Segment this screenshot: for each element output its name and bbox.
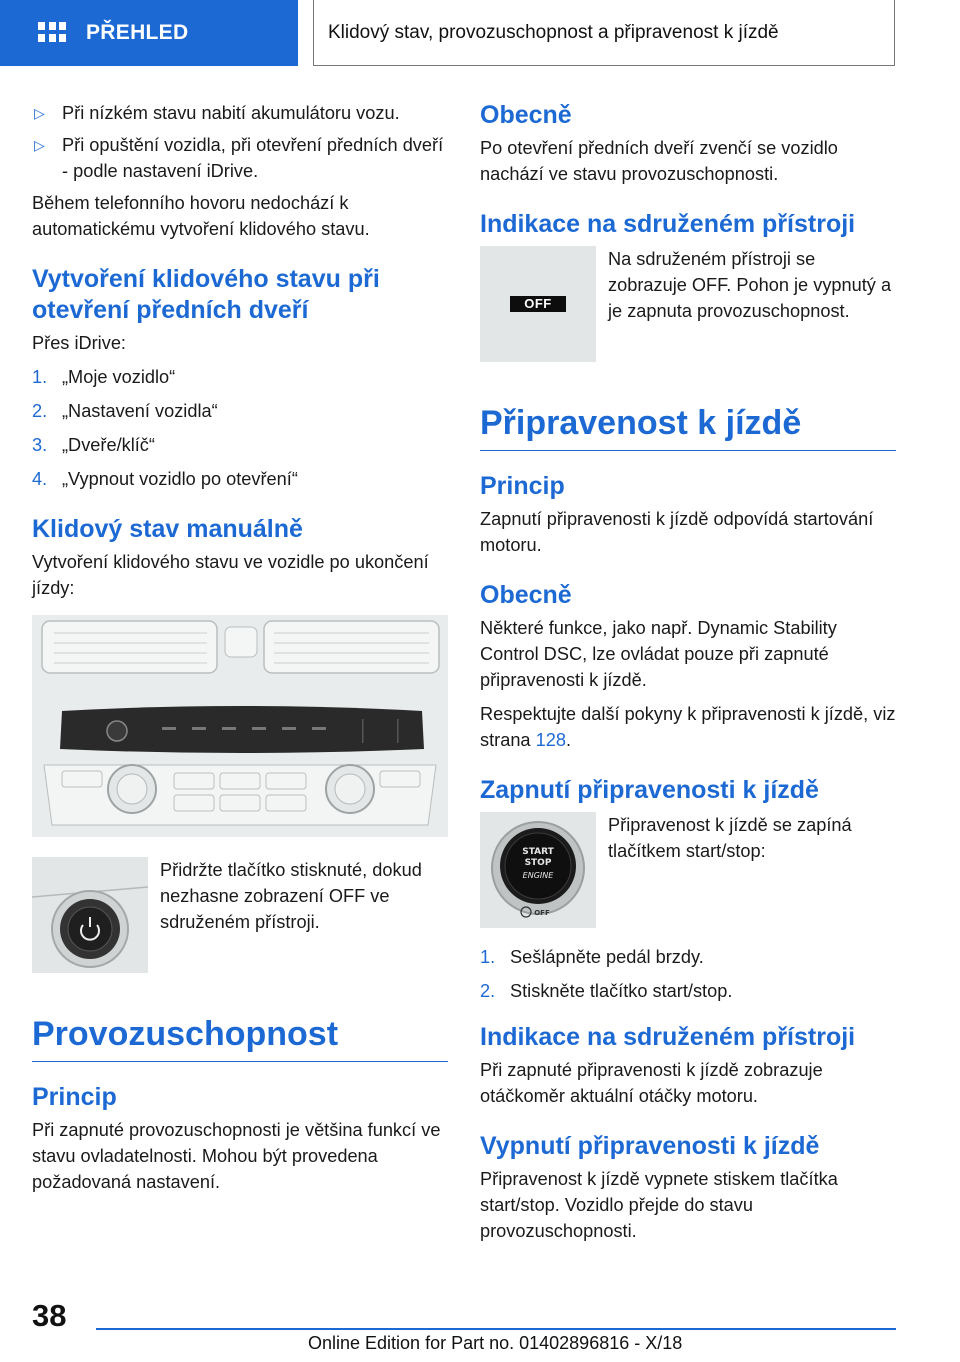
bullet-list <box>32 100 448 184</box>
page-header <box>0 0 960 66</box>
chapter-title: Klidový stav, provozuschopnost a připravenost k jízdě <box>313 0 895 66</box>
paragraph: Při zapnuté provozuschopnosti je většina funkcí ve stavu ovladatelnosti. Mohou být provedena požadovaná nastavení. <box>32 1120 441 1192</box>
heading-princip: Princip <box>32 1083 117 1111</box>
heading-obecne: Obecně <box>480 581 572 609</box>
grid-menu-icon <box>38 22 66 44</box>
heading-vypnuti: Vypnutí připravenosti k jízdě <box>480 1132 820 1160</box>
list-item: 2. Stiskněte tlačítko start/stop. <box>480 981 733 1001</box>
list-item: 1. Sešlápněte pedál brzdy. <box>480 947 704 967</box>
heading-princip: Princip <box>480 472 565 500</box>
knob-instruction: Přidržte tlačítko stisknuté, dokud nezhasne zobrazení OFF ve sdruženém přístroji. <box>160 860 422 932</box>
paragraph: Zapnutí připravenosti k jízdě odpovídá startování motoru. <box>480 509 874 555</box>
start-label: START <box>522 847 554 857</box>
left-column <box>32 100 448 1203</box>
paragraph: Respektujte další pokyny k připravenosti k jízdě, viz strana 128. <box>480 704 896 750</box>
list-item: 4. „Vypnout vozidlo po otevření“ <box>32 469 298 489</box>
paragraph: Po otevření předních dveří zvenčí se vozidlo nachází ve stavu provozuschopnosti. <box>480 138 838 184</box>
dashboard-drawing <box>32 615 448 837</box>
heading-indikace: Indikace na sdruženém přístroji <box>480 1023 856 1051</box>
dashboard-illustration <box>32 615 448 837</box>
off-small-label: OFF <box>534 909 550 917</box>
stop-label: STOP <box>524 858 552 868</box>
heading-pripravenost: Připravenost k jízdě <box>480 402 896 451</box>
indikace-text: Na sdruženém přístroji se zobrazuje OFF. Pohon je vypnutý a je zapnuta provozuschopnost. <box>608 249 892 321</box>
paragraph: Během telefonního hovoru nedochází k automatickému vytvoření klidového stavu. <box>32 193 370 239</box>
knob-figure-row <box>32 857 448 973</box>
list-item: 2. „Nastavení vozidla“ <box>32 401 218 421</box>
list-item: 3. „Dveře/klíč“ <box>32 435 155 455</box>
knob-drawing <box>32 857 148 973</box>
overview-label: PŘEHLED <box>86 21 189 44</box>
paragraph: Při zapnuté připravenosti k jízdě zobrazuje otáčkoměr aktuální otáčky motoru. <box>480 1060 823 1106</box>
paragraph: Některé funkce, jako např. Dynamic Stability Control DSC, lze ovládat pouze při zapnuté připravenosti k jízdě. <box>480 618 837 690</box>
page-number: 38 <box>32 1298 67 1333</box>
paragraph: Vytvoření klidového stavu ve vozidle po ukončení jízdy: <box>32 552 429 598</box>
start-stop-button-illustration <box>480 812 596 928</box>
heading-obecne: Obecně <box>480 101 572 129</box>
page-link[interactable]: 128 <box>535 730 566 750</box>
engine-label: ENGINE <box>522 871 554 880</box>
triangle-bullet-icon: ▷ <box>34 137 45 153</box>
footer-divider <box>96 1328 896 1330</box>
triangle-bullet-icon: ▷ <box>34 105 45 121</box>
list-item: ▷ Při opuštění vozidla, při otevření předních dveří - podle nastavení iDrive. <box>32 132 448 184</box>
list-item: ▷ Při nízkém stavu nabití akumulátoru vozu. <box>32 100 448 126</box>
cluster-off-illustration <box>480 246 596 362</box>
off-indicator: OFF <box>510 296 566 312</box>
paragraph: Připravenost k jízdě vypnete stiskem tlačítka start/stop. Vozidlo přejde do stavu provozuschopnosti. <box>480 1169 838 1241</box>
edition-text: Online Edition for Part no. 01402896816 - X/18 <box>308 1333 683 1353</box>
heading-provozuschopnost: Provozuschopnost <box>32 1013 448 1062</box>
overview-button[interactable] <box>0 0 298 66</box>
right-column <box>480 100 896 1252</box>
heading-create-rest-state: Vytvoření klidového stavu při otevření předních dveří <box>32 265 380 324</box>
volume-knob-illustration <box>32 857 148 973</box>
zapnuti-text: Připravenost k jízdě se zapíná tlačítkem start/stop: <box>608 815 852 861</box>
heading-manual-rest-state: Klidový stav manuálně <box>32 515 303 543</box>
paragraph: Přes iDrive: <box>32 333 126 353</box>
heading-indikace: Indikace na sdruženém přístroji <box>480 210 856 238</box>
list-item: 1. „Moje vozidlo“ <box>32 367 176 387</box>
off-figure-row <box>480 246 896 362</box>
start-steps <box>480 944 896 1004</box>
start-button-figure-row <box>480 812 896 928</box>
start-button-drawing <box>480 812 596 928</box>
heading-zapnuti: Zapnutí připravenosti k jízdě <box>480 776 819 804</box>
idrive-steps <box>32 364 448 492</box>
